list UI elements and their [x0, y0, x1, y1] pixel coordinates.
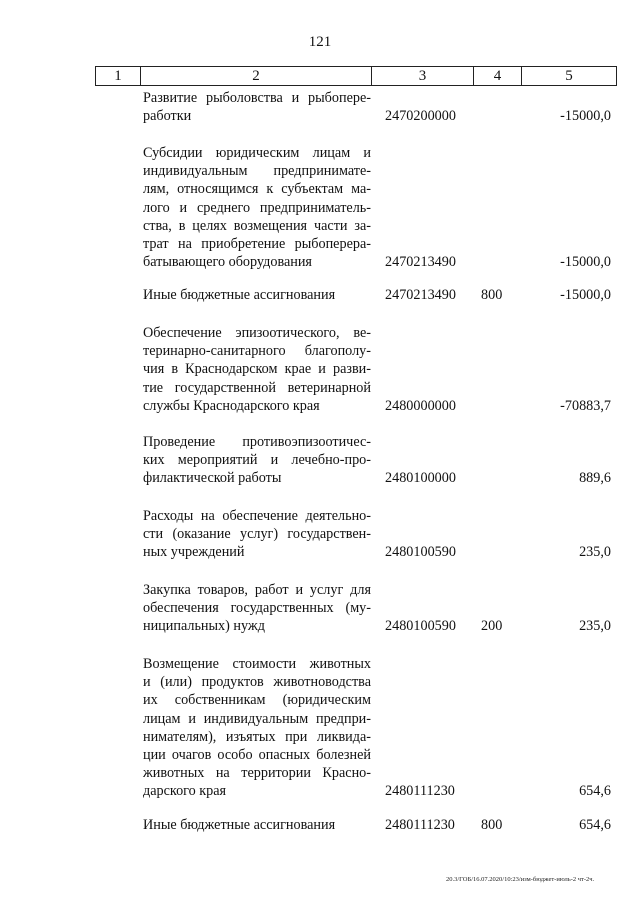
row-name-line: филактической работы	[143, 470, 282, 487]
row-name-line: батывающего оборудования	[143, 254, 312, 271]
header-col-2: 2	[141, 67, 372, 86]
row-name	[143, 581, 371, 636]
row-name-line: тие государственной ветеринарной	[143, 379, 371, 396]
row-name-line: индивидуальным предпринимате-	[143, 163, 371, 180]
row-name-line: их собственникам (юридическим	[143, 692, 371, 709]
row-code: 2480111230	[385, 817, 455, 833]
row-sum: -70883,7	[560, 397, 611, 414]
row-name	[143, 433, 371, 488]
row-name-line: службы Краснодарского края	[143, 397, 320, 414]
row-name	[143, 507, 371, 562]
page-number: 121	[308, 34, 332, 50]
document-footer: 20.3/ГОБ/16.07.2020/10:23/изм-бюджет-июль-2 чт-2ч.	[446, 876, 595, 883]
row-code: 2470213490	[385, 254, 456, 271]
row-code: 2470213490	[385, 287, 456, 303]
row-name	[143, 286, 371, 304]
row-name-line: ства, в целях возмещения части за-	[143, 217, 371, 234]
row-code: 2480111230	[385, 783, 455, 800]
row-name-line: Обеспечение эпизоотического, ве-	[143, 325, 371, 341]
row-sum: 235,0	[579, 618, 611, 635]
row-name-line: сти (оказание услуг) государствен-	[143, 526, 371, 543]
row-code: 2480100590	[385, 618, 456, 635]
row-name-line: лицам и индивидуальным предпри-	[143, 710, 371, 727]
row-sum: 654,6	[579, 783, 611, 800]
row-sum: 889,6	[579, 470, 611, 487]
row-name-line: нимателям), изъятых при ликвида-	[143, 728, 371, 745]
header-col-1: 1	[96, 67, 141, 86]
row-name-line: ких мероприятий и лечебно-про-	[143, 452, 371, 469]
row-name-line: работки	[143, 108, 192, 125]
row-name	[143, 655, 371, 801]
table-header	[95, 66, 617, 86]
row-name	[143, 144, 371, 271]
row-name-line: Развитие рыболовства и рыбопере-	[143, 90, 371, 106]
header-col-3: 3	[372, 67, 474, 86]
row-name-line: Иные бюджетные ассигнования	[143, 817, 336, 833]
row-expense-type: 800	[481, 817, 503, 833]
row-sum: 235,0	[579, 544, 611, 561]
row-name	[143, 324, 371, 415]
row-name-line: лого и среднего предприниматель-	[143, 199, 371, 216]
row-sum: -15000,0	[560, 108, 611, 125]
row-name-line: ции очагов особо опасных болезней	[143, 747, 371, 764]
row-name-line: Проведение противоэпизоотичес-	[143, 434, 371, 450]
row-name-line: и (или) продуктов животноводства	[143, 674, 371, 691]
row-code: 2470200000	[385, 108, 456, 125]
row-sum: -15000,0	[560, 287, 611, 303]
row-code: 2480100000	[385, 470, 456, 487]
row-expense-type: 200	[481, 618, 503, 635]
header-col-5: 5	[522, 67, 617, 86]
row-name	[143, 816, 371, 834]
row-sum: -15000,0	[560, 254, 611, 271]
row-name-line: чия в Краснодарском крае и разви-	[143, 361, 371, 378]
row-name-line: Субсидии юридическим лицам и	[143, 145, 371, 161]
row-name-line: ных учреждений	[143, 544, 245, 561]
row-name-line: трат на приобретение рыбоперера-	[143, 236, 371, 253]
row-code: 2480100590	[385, 544, 456, 561]
row-name-line: лям, относящимся к субъектам ма-	[143, 181, 371, 198]
row-code: 2480000000	[385, 397, 456, 414]
row-name-line: дарского края	[143, 783, 227, 800]
row-sum: 654,6	[579, 817, 611, 833]
row-expense-type: 800	[481, 287, 503, 303]
row-name-line: Возмещение стоимости животных	[143, 656, 371, 672]
row-name-line: обеспечения государственных (му-	[143, 600, 371, 617]
row-name	[143, 89, 371, 125]
header-col-4: 4	[474, 67, 522, 86]
row-name-line: теринарно-санитарного благополу-	[143, 343, 371, 360]
row-name-line: Закупка товаров, работ и услуг для	[143, 582, 371, 598]
row-name-line: ниципальных) нужд	[143, 618, 265, 635]
row-name-line: животных на территории Красно-	[143, 765, 371, 782]
row-name-line: Расходы на обеспечение деятельно-	[143, 508, 371, 524]
row-name-line: Иные бюджетные ассигнования	[143, 287, 336, 303]
